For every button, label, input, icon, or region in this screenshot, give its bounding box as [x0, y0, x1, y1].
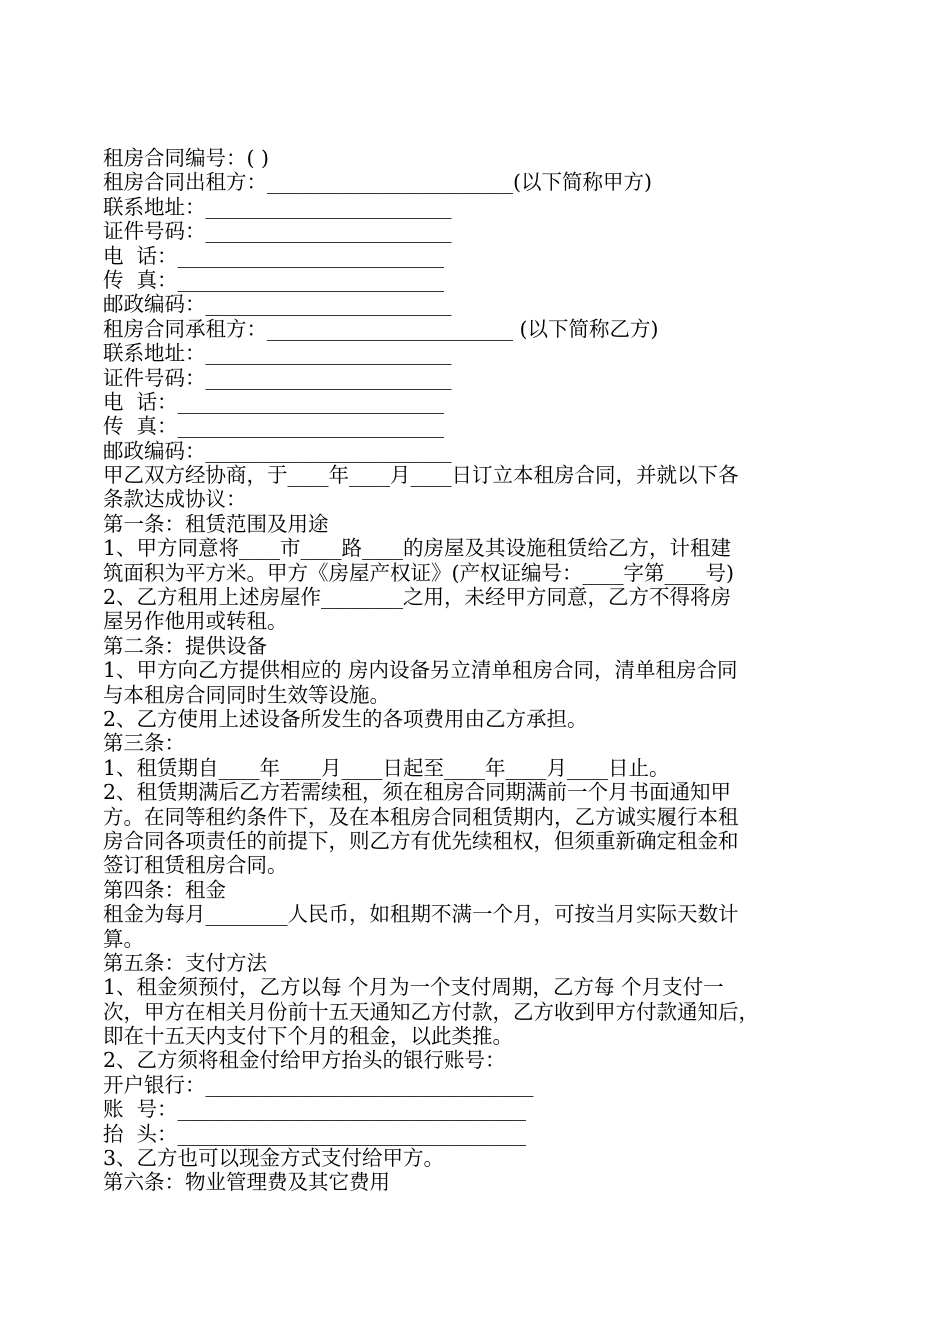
article-title: 第六条：物业管理费及其它费用 [103, 1170, 390, 1195]
lessee-fax-field: 传 真：__________________________ [103, 414, 445, 439]
lessee-id-field: 证件号码：________________________ [103, 365, 452, 390]
article-title: 第五条：支付方法 [103, 950, 267, 975]
contract-document [103, 146, 863, 1195]
lessor-postcode-field: 邮政编码：________________________ [103, 292, 452, 317]
article-title: 第三条： [103, 731, 185, 756]
article-title: 第四条：租金 [103, 877, 226, 902]
article-line: 筑面积为平方米。甲方《房屋产权证》(产权证编号：____字第____号) [103, 560, 734, 585]
article-line: 1、租金须预付，乙方以每 个月为一个支付周期，乙方每 个月支付一 [103, 975, 724, 1000]
article-line: 2、乙方使用上述设备所发生的各项费用由乙方承担。 [103, 706, 588, 731]
article-line: 签订租赁租房合同。 [103, 853, 288, 878]
article-line: 租金为每月________人民币，如租期不满一个月，可按当月实际天数计 [103, 902, 739, 927]
lessee-field: 租房合同承租方：________________________ (以下简称乙方) [103, 316, 659, 341]
lessee-address-field: 联系地址：________________________ [103, 341, 452, 366]
account-holder-field: 抬 头：__________________________________ [103, 1121, 527, 1146]
lessor-phone-field: 电 话：__________________________ [103, 243, 445, 268]
article-line: 屋另作他用或转租。 [103, 609, 288, 634]
article-line: 次，甲方在相关月份前十五天通知乙方付款，乙方收到甲方付款通知后， [103, 999, 759, 1024]
article-line: 1、租赁期自____年____月____日起至____年____月____日止。 [103, 755, 670, 780]
article-line: 与本租房合同同时生效等设施。 [103, 682, 390, 707]
lessee-phone-field: 电 话：__________________________ [103, 389, 445, 414]
article-line: 即在十五天内支付下个月的租金，以此类推。 [103, 1024, 513, 1049]
lessor-field: 租房合同出租方：________________________(以下简称甲方) [103, 170, 652, 195]
intro-line: 甲乙双方经协商，于____年____月____日订立本租房合同，并就以下各 [103, 463, 739, 488]
account-number-field: 账 号：__________________________________ [103, 1097, 527, 1122]
article-line: 1、甲方同意将____市____路____的房屋及其设施租赁给乙方，计租建 [103, 536, 732, 561]
article-line: 2、乙方须将租金付给甲方抬头的银行账号： [103, 1048, 506, 1073]
lessor-id-field: 证件号码：________________________ [103, 219, 452, 244]
article-line: 房合同各项责任的前提下，则乙方有优先续租权，但须重新确定租金和 [103, 828, 739, 853]
lessor-fax-field: 传 真：__________________________ [103, 267, 445, 292]
lessee-postcode-field: 邮政编码：________________________ [103, 438, 452, 463]
intro-line: 条款达成协议： [103, 487, 247, 512]
article-line: 算。 [103, 926, 144, 951]
article-line: 方。在同等租约条件下，及在本租房合同租赁期内，乙方诚实履行本租 [103, 804, 739, 829]
contract-number: 租房合同编号：( ) [103, 146, 270, 170]
article-line: 3、乙方也可以现金方式支付给甲方。 [103, 1146, 445, 1171]
article-title: 第一条：租赁范围及用途 [103, 511, 329, 536]
article-line: 2、租赁期满后乙方若需续租，须在租房合同期满前一个月书面通知甲 [103, 780, 732, 805]
bank-name-field: 开户银行：________________________________ [103, 1072, 534, 1097]
lessor-address-field: 联系地址：________________________ [103, 194, 452, 219]
article-line: 2、乙方租用上述房屋作________之用，未经甲方同意，乙方不得将房 [103, 585, 732, 610]
article-line: 1、甲方向乙方提供相应的 房内设备另立清单租房合同，清单租房合同 [103, 658, 738, 683]
article-title: 第二条：提供设备 [103, 633, 267, 658]
